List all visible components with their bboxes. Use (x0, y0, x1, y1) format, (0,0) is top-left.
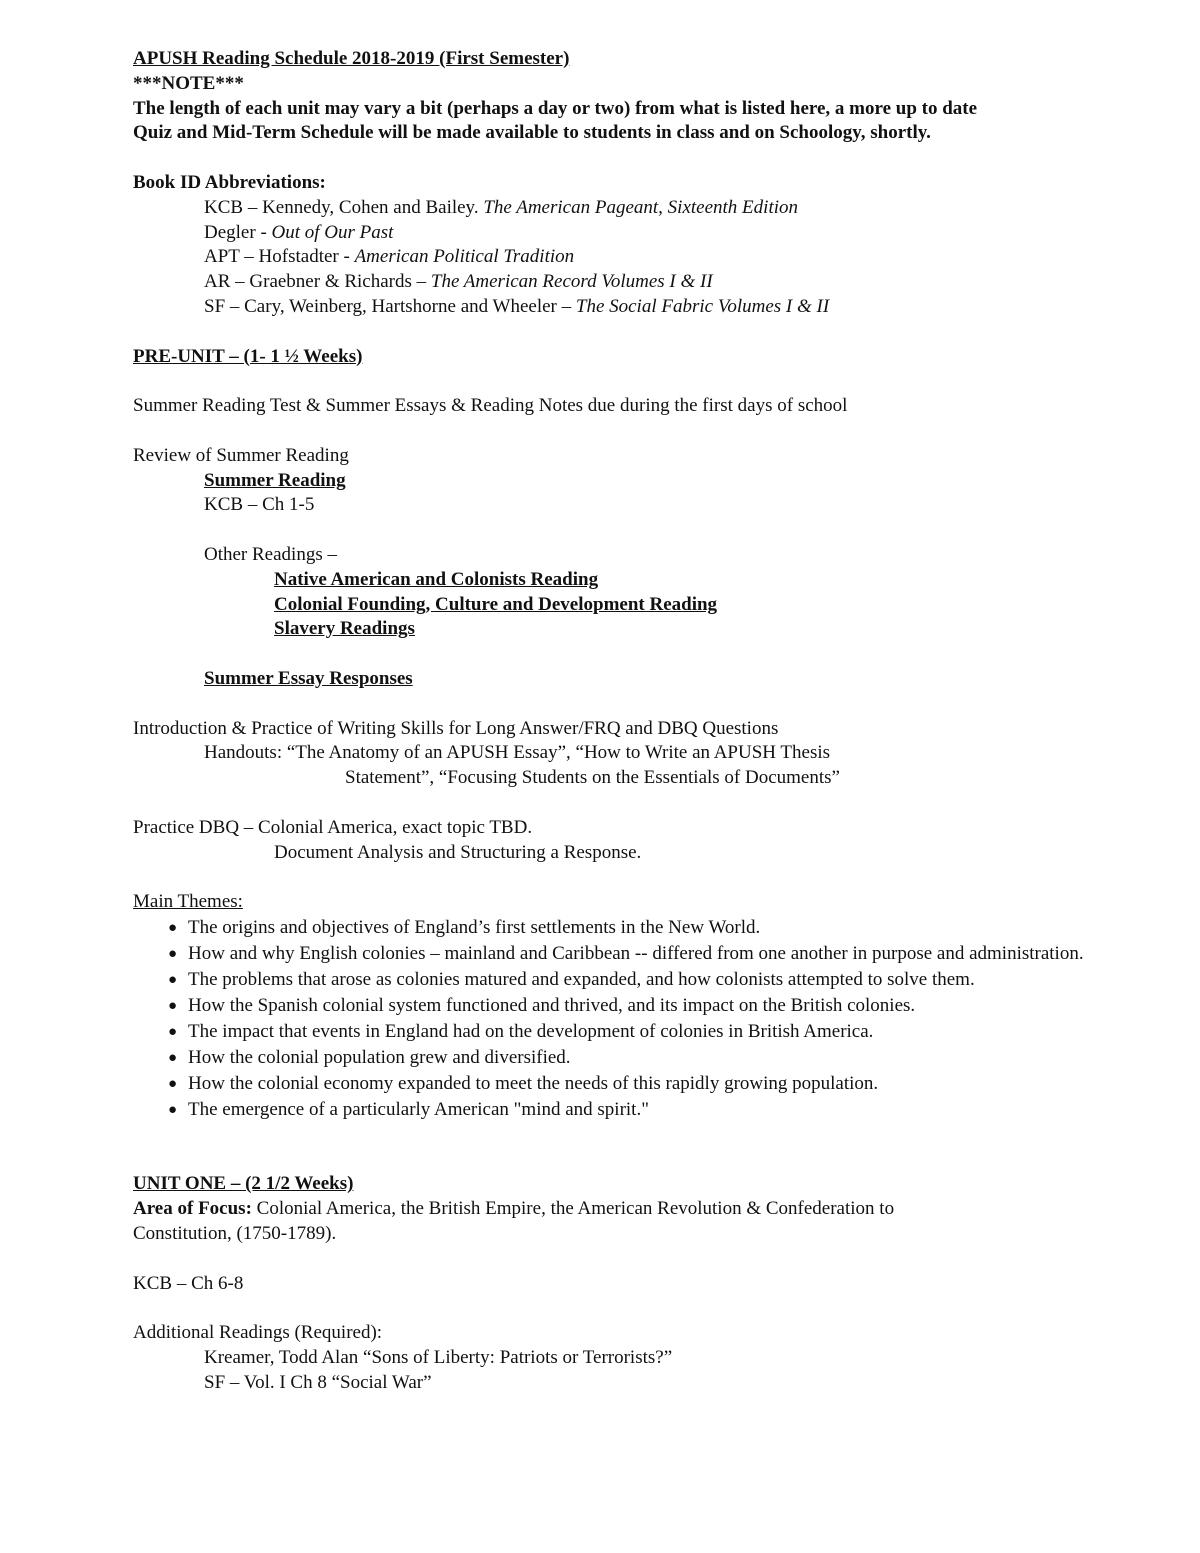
bullet-icon: ● (168, 1049, 178, 1066)
abbreviation-kcb: KCB – Kennedy, Cohen and Bailey. The American Pageant, Sixteenth Edition (204, 196, 798, 218)
unit-one-heading: UNIT ONE – (2 1/2 Weeks) (133, 1173, 354, 1195)
note-text-line-2: Quiz and Mid-Term Schedule will be made available to students in class and on Schoology, shortly. (133, 122, 931, 144)
summer-essay-responses-link[interactable]: Summer Essay Responses (204, 667, 413, 689)
document-title: APUSH Reading Schedule 2018-2019 (First Semester) (133, 48, 570, 69)
abbreviations-heading: Book ID Abbreviations: (133, 171, 326, 193)
area-of-focus: Area of Focus: Colonial America, the British Empire, the American Revolution & Confederation to (133, 1198, 895, 1220)
unit-one-kcb: KCB – Ch 6-8 (133, 1272, 244, 1294)
abbreviation-apt: APT – Hofstadter - American Political Tradition (204, 246, 575, 268)
bullet-icon: ● (168, 919, 178, 936)
unit-one-reading-sf: SF – Vol. I Ch 8 “Social War” (204, 1371, 432, 1393)
slavery-readings-link[interactable]: Slavery Readings (274, 618, 415, 640)
theme-item: ● How the colonial economy expanded to meet the needs of this rapidly growing population. (188, 1071, 1133, 1097)
theme-item: ● The origins and objectives of England’s first settlements in the New World. (188, 915, 1133, 941)
practice-dbq: Practice DBQ – Colonial America, exact topic TBD. (133, 816, 533, 838)
colonial-founding-reading-link[interactable]: Colonial Founding, Culture and Development Reading (274, 593, 718, 615)
theme-item: ● The emergence of a particularly American "mind and spirit." (188, 1097, 1133, 1123)
summer-reading-link[interactable]: Summer Reading (204, 469, 346, 491)
pre-unit-kcb: KCB – Ch 1-5 (204, 494, 315, 516)
abbreviation-ar: AR – Graebner & Richards – The American Record Volumes I & II (204, 271, 713, 293)
main-themes-list (133, 915, 1133, 1123)
review-summer-reading: Review of Summer Reading (133, 444, 349, 466)
bullet-icon: ● (168, 971, 178, 988)
native-american-reading-link[interactable]: Native American and Colonists Reading (274, 568, 599, 590)
unit-one-reading-kreamer: Kreamer, Todd Alan “Sons of Liberty: Patriots or Terrorists?” (204, 1347, 673, 1369)
pre-unit-heading: PRE-UNIT – (1- 1 ½ Weeks) (133, 345, 363, 367)
theme-item: ● How the Spanish colonial system functioned and thrived, and its impact on the British colonies. (188, 993, 1133, 1019)
theme-item: ● How the colonial population grew and diversified. (188, 1045, 1133, 1071)
additional-readings-label: Additional Readings (Required): (133, 1322, 383, 1344)
theme-item: ● The impact that events in England had on the development of colonies in British America. (188, 1019, 1133, 1045)
theme-item: ● The problems that arose as colonies matured and expanded, and how colonists attempted to solve them. (188, 967, 1133, 993)
bullet-icon: ● (168, 1101, 178, 1118)
other-readings-label: Other Readings – (204, 543, 337, 565)
bullet-icon: ● (168, 1075, 178, 1092)
abbreviation-degler: Degler - Out of Our Past (204, 221, 394, 243)
theme-item: ● How and why English colonies – mainland and Caribbean -- differed from one another in purpose and administration. (188, 941, 1133, 967)
note-label: ***NOTE*** (133, 72, 244, 94)
area-of-focus-cont: Constitution, (1750-1789). (133, 1223, 337, 1245)
bullet-icon: ● (168, 1023, 178, 1040)
handouts-line-1: Handouts: “The Anatomy of an APUSH Essay”, “How to Write an APUSH Thesis (204, 742, 831, 764)
bullet-icon: ● (168, 945, 178, 962)
abbreviation-sf: SF – Cary, Weinberg, Hartshorne and Wheeler – The Social Fabric Volumes I & II (204, 295, 830, 317)
handouts-line-2: Statement”, “Focusing Students on the Essentials of Documents” (345, 767, 840, 789)
note-text-line-1: The length of each unit may vary a bit (perhaps a day or two) from what is listed here, a more up to date (133, 97, 978, 119)
main-themes-label: Main Themes: (133, 891, 243, 913)
area-of-focus-label: Area of Focus: (133, 1198, 252, 1220)
summer-reading-test: Summer Reading Test & Summer Essays & Reading Notes due during the first days of school (133, 395, 848, 417)
intro-practice-writing: Introduction & Practice of Writing Skills for Long Answer/FRQ and DBQ Questions (133, 717, 779, 739)
document-analysis: Document Analysis and Structuring a Response. (274, 841, 642, 863)
bullet-icon: ● (168, 997, 178, 1014)
document-page (133, 47, 1133, 1396)
